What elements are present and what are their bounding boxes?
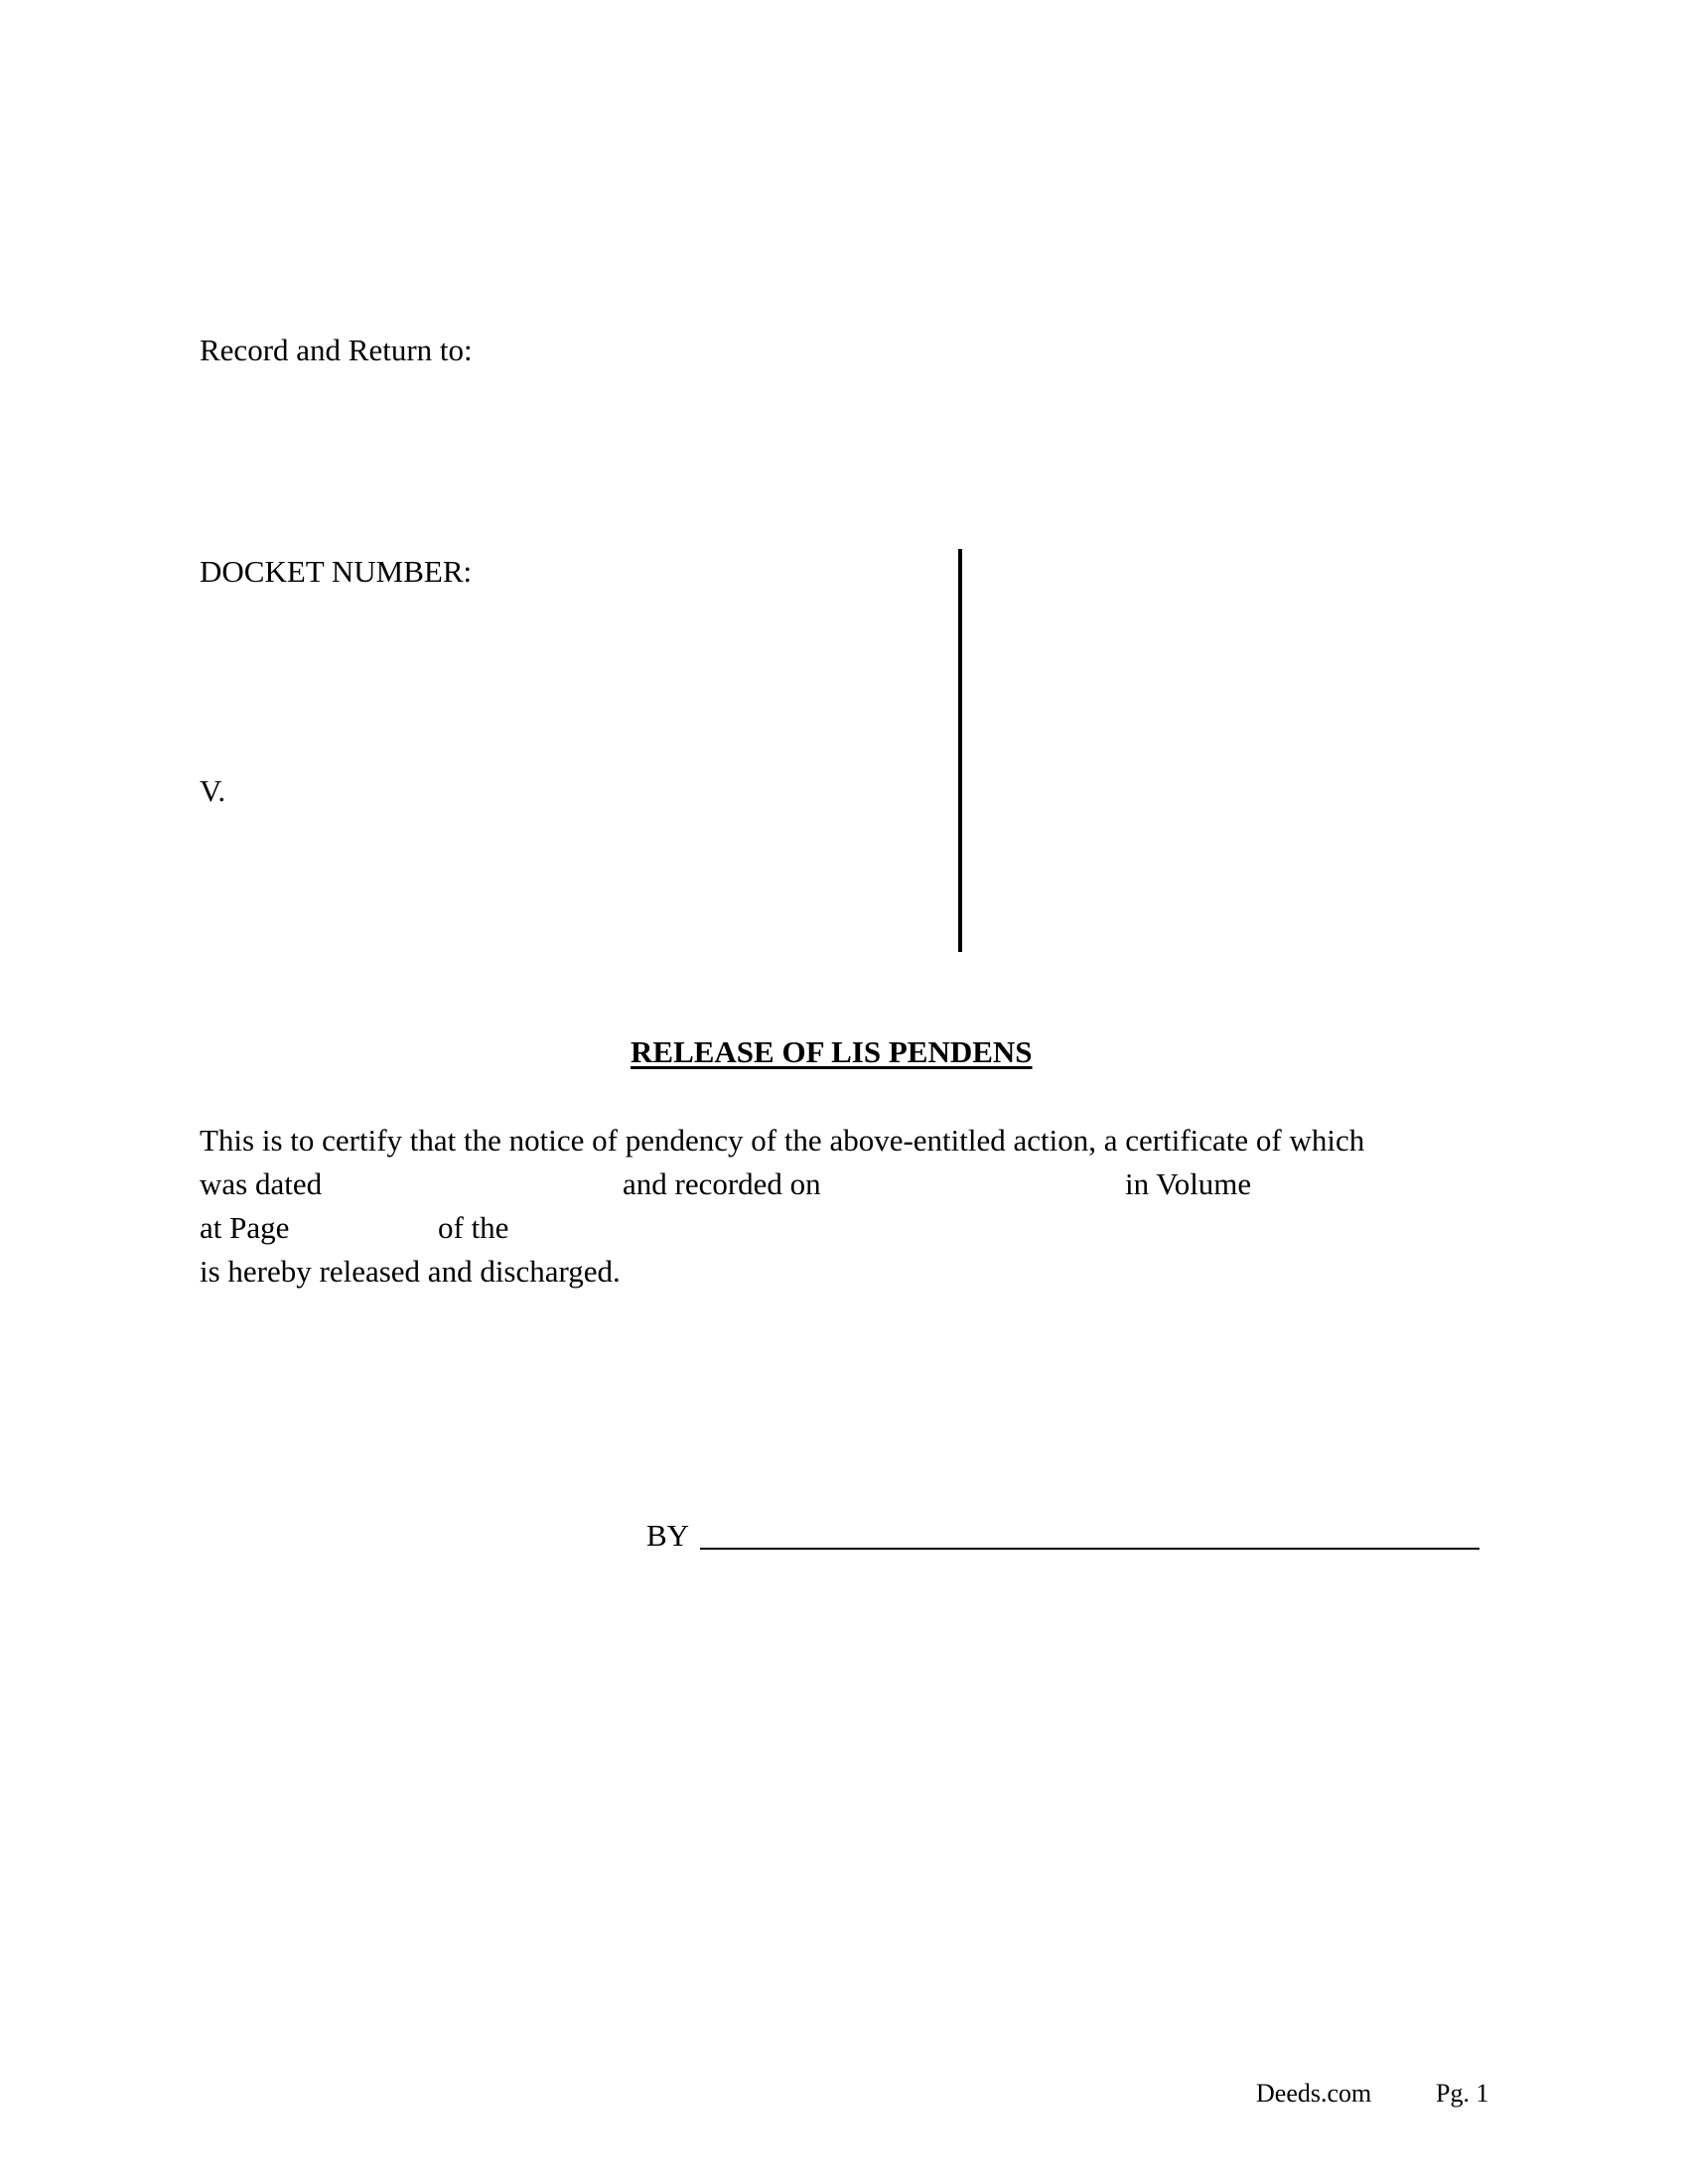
document-title: RELEASE OF LIS PENDENS (631, 1034, 1033, 1069)
released-statement: is hereby released and discharged. (200, 1254, 621, 1289)
by-label: BY (646, 1518, 690, 1553)
and-recorded-on-label: and recorded on (623, 1166, 821, 1201)
at-page-label: at Page (200, 1210, 290, 1245)
record-return-label: Record and Return to: (200, 333, 473, 367)
footer-site: Deeds.com (1256, 2079, 1372, 2108)
in-volume-label: in Volume (1125, 1166, 1252, 1201)
caption-divider (958, 549, 962, 952)
footer-page-number: Pg. 1 (1436, 2079, 1489, 2108)
docket-number-label: DOCKET NUMBER: (200, 554, 473, 589)
of-the-label: of the (438, 1210, 509, 1245)
body-line-1: This is to certify that the notice of pendency of the above-entitled action, a certificate of which (200, 1123, 1365, 1158)
versus-label: V. (200, 773, 226, 808)
was-dated-label: was dated (200, 1166, 323, 1201)
signature-line (700, 1548, 1479, 1550)
